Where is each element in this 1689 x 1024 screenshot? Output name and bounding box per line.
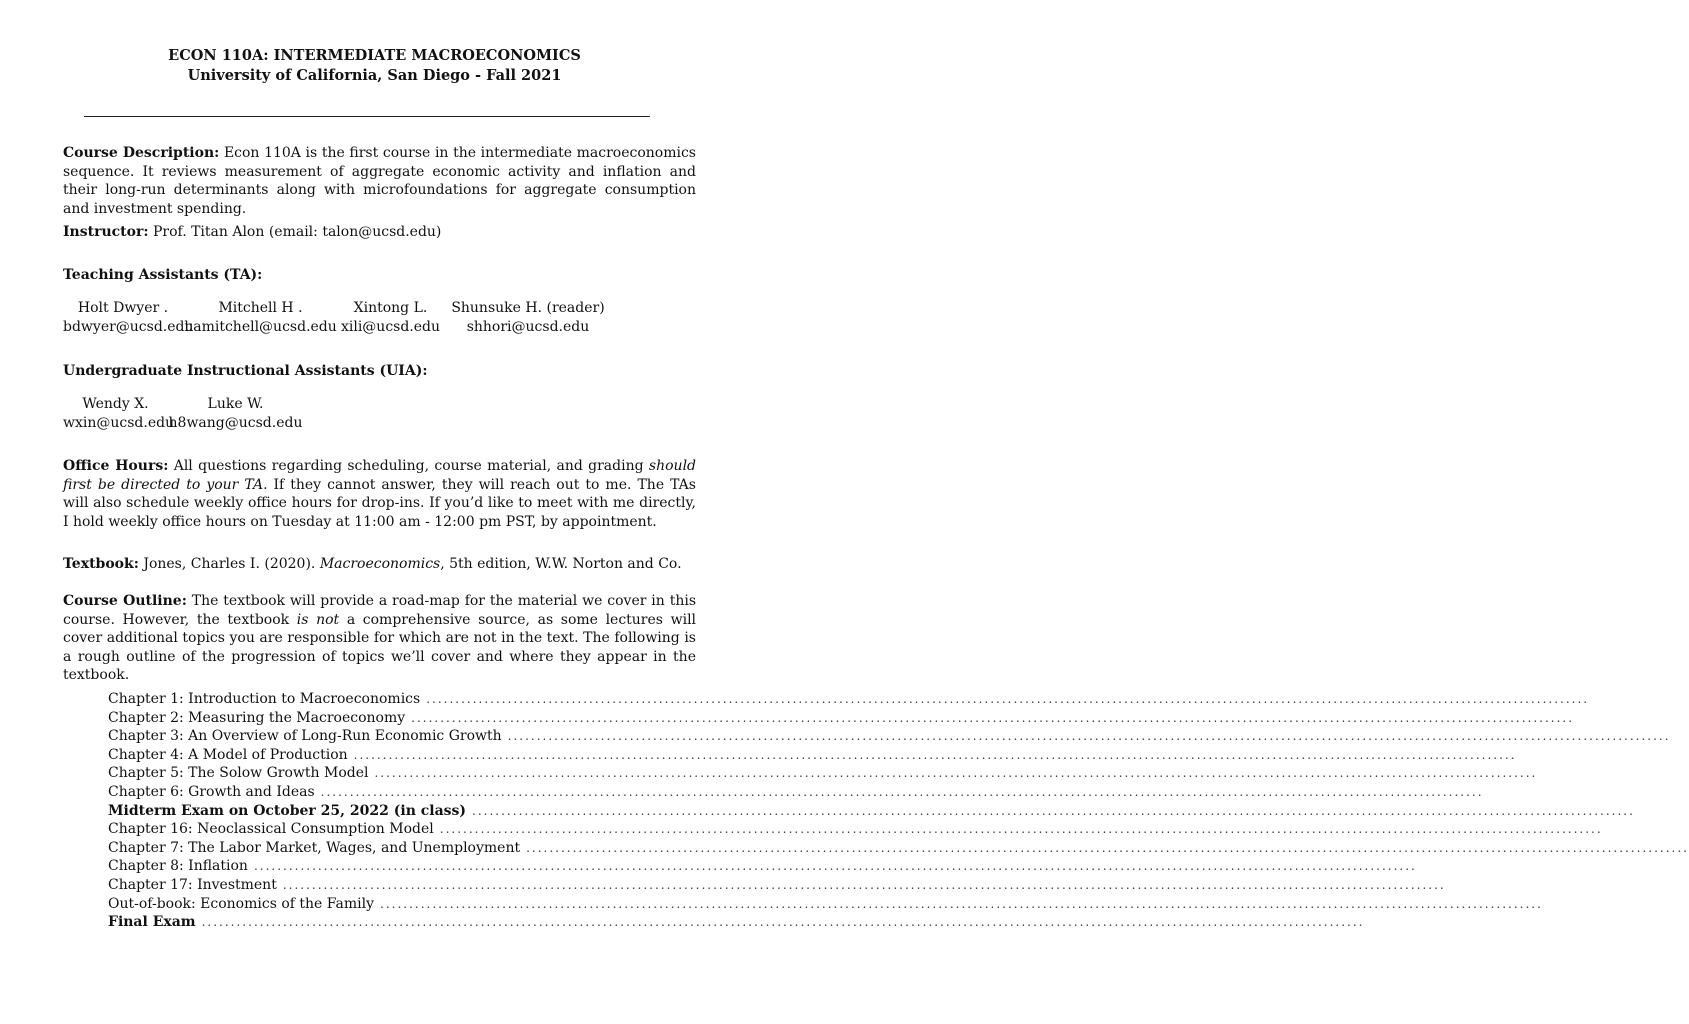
outline-item-text: Chapter 3: An Overview of Long-Run Economic Growth	[108, 728, 502, 745]
office-hours-emphasis: should first be directed to your TA	[63, 458, 697, 493]
leader-dots: ........................................................................................................................................................................................................	[507, 729, 1671, 744]
textbook-text-1: Jones, Charles I. (2020).	[143, 556, 316, 572]
outline-item-text: Out-of-book: Economics of the Family	[108, 895, 375, 912]
office-hours-text-1: All questions regarding scheduling, course material, and grading	[173, 458, 644, 474]
university-term: University of California, San Diego - Fall 2021	[187, 67, 562, 84]
uia-list	[63, 395, 303, 432]
ta-email: hamitchell@ucsd.edu	[184, 318, 337, 335]
course-outline-text-1: The textbook will provide a road-map for the material we cover in this course. However, the textbook	[63, 593, 696, 628]
leader-dots: ........................................................................................................................................................................................................	[526, 840, 1689, 855]
outline-item-text: Chapter 1: Introduction to Macroeconomics	[108, 691, 421, 707]
outline-item-text: Chapter 2: Measuring the Macroeconomy	[108, 709, 406, 726]
leader-dots: ........................................................................................................................................................................................................	[426, 692, 1590, 706]
leader-dots: ........................................................................................................................................................................................................	[380, 896, 1543, 911]
leader-dots: ........................................................................................................................................................................................................	[282, 877, 1446, 892]
course-outline-text-2: a comprehensive source, as some lectures will cover additional topics you are responsible for which are not in the text. The following is a rough outline of the progression of topics we’ll cover and where they appear in the textbook.	[63, 611, 697, 683]
textbook-label: Textbook:	[63, 556, 139, 572]
ta-person	[63, 299, 194, 336]
outline-item	[108, 857, 1417, 876]
course-outline	[63, 592, 696, 685]
outline-item-text: Chapter 16: Neoclassical Consumption Model	[108, 821, 434, 838]
course-outline-label: Course Outline:	[63, 593, 187, 609]
textbook-text-2: , 5th edition, W.W. Norton and Co.	[440, 556, 682, 572]
instructor-text: Prof. Titan Alon (email: talon@ucsd.edu)	[152, 224, 442, 240]
course-description	[63, 144, 696, 218]
outline-list	[108, 690, 1689, 932]
outline-item-text: Midterm Exam on October 25, 2022 (in class)	[108, 802, 467, 819]
ta-name: Xintong L.	[353, 300, 428, 316]
uia-heading-text: Undergraduate Instructional Assistants (UIA):	[63, 363, 428, 379]
ta-name: Mitchell H .	[218, 300, 303, 316]
leader-dots: ........................................................................................................................................................................................................	[439, 822, 1603, 837]
office-hours	[63, 457, 696, 531]
uia-person	[63, 395, 175, 432]
instructor-label: Instructor:	[63, 224, 149, 240]
uia-person	[168, 395, 303, 432]
outline-item-text: Chapter 7: The Labor Market, Wages, and Unemployment	[108, 839, 521, 856]
outline-item-text: Chapter 5: The Solow Growth Model	[108, 765, 369, 782]
ta-person	[183, 299, 338, 336]
leader-dots: ........................................................................................................................................................................................................	[411, 710, 1575, 725]
ta-name: Holt Dwyer .	[77, 300, 169, 316]
outline-item	[108, 746, 1517, 765]
outline-item	[108, 783, 1484, 802]
uia-name: Luke W.	[207, 396, 264, 412]
textbook	[63, 555, 696, 574]
title-block	[53, 46, 696, 86]
leader-dots: ........................................................................................................................................................................................................	[374, 766, 1538, 781]
outline-item	[108, 820, 1603, 839]
leader-dots: ........................................................................................................................................................................................................	[320, 784, 1484, 799]
outline-item-text: Chapter 6: Growth and Ideas	[108, 783, 315, 800]
course-outline-emphasis: is not	[296, 611, 340, 628]
ta-heading	[63, 266, 696, 285]
uia-name: Wendy X.	[82, 396, 149, 412]
outline-item-text: Final Exam	[108, 914, 196, 931]
ta-person	[443, 299, 613, 336]
ta-email: xili@ucsd.edu	[340, 318, 441, 335]
outline-item	[108, 727, 1671, 746]
uia-email: wxin@ucsd.edu	[63, 414, 175, 431]
header-rule	[84, 116, 650, 117]
outline-item	[108, 839, 1689, 858]
ta-email: bdwyer@ucsd.edu	[63, 318, 194, 335]
course-title: ECON 110A: INTERMEDIATE MACROECONOMICS	[168, 47, 581, 64]
leader-dots: ........................................................................................................................................................................................................	[201, 915, 1365, 930]
outline-item-text: Chapter 4: A Model of Production	[108, 746, 348, 763]
outline-item	[108, 764, 1538, 783]
outline-item	[108, 690, 1590, 709]
course-description-text: Econ 110A is the first course in the intermediate macroeconomics sequence. It reviews measurement of aggregate economic activity and inflation and their long-run determinants along with microfoundations for aggregate consumption and investment spending.	[63, 145, 696, 217]
leader-dots: ........................................................................................................................................................................................................	[472, 803, 1635, 818]
outline-item-final	[108, 913, 1365, 932]
office-hours-label: Office Hours:	[63, 458, 169, 474]
ta-email: shhori@ucsd.edu	[466, 318, 590, 335]
outline-item	[108, 895, 1543, 914]
textbook-title: Macroeconomics	[319, 556, 441, 572]
outline-item-midterm	[108, 802, 1635, 821]
outline-item-text: Chapter 8: Inflation	[108, 858, 248, 875]
ta-heading-text: Teaching Assistants (TA):	[63, 267, 263, 283]
outline-item	[108, 709, 1575, 728]
uia-email: h8wang@ucsd.edu	[168, 414, 303, 431]
instructor	[63, 223, 696, 242]
leader-dots: ........................................................................................................................................................................................................	[353, 747, 1517, 762]
ta-person	[338, 299, 443, 336]
leader-dots: ........................................................................................................................................................................................................	[253, 859, 1417, 874]
outline-item-text: Chapter 17: Investment	[108, 876, 277, 893]
office-hours-text-2: . If they cannot answer, they will reach out to me. The TAs will also schedule weekly office hours for drop-ins. If you’d like to meet with me directly, I hold weekly office hours on Tuesday at 11:00 am - 12:00 pm PST, by appointment.	[63, 476, 696, 530]
ta-name: Shunsuke H. (reader)	[451, 300, 605, 316]
outline-item	[108, 876, 1446, 895]
uia-heading	[63, 362, 696, 381]
course-description-label: Course Description:	[63, 145, 220, 161]
ta-list	[63, 299, 613, 336]
document-header	[63, 46, 696, 86]
